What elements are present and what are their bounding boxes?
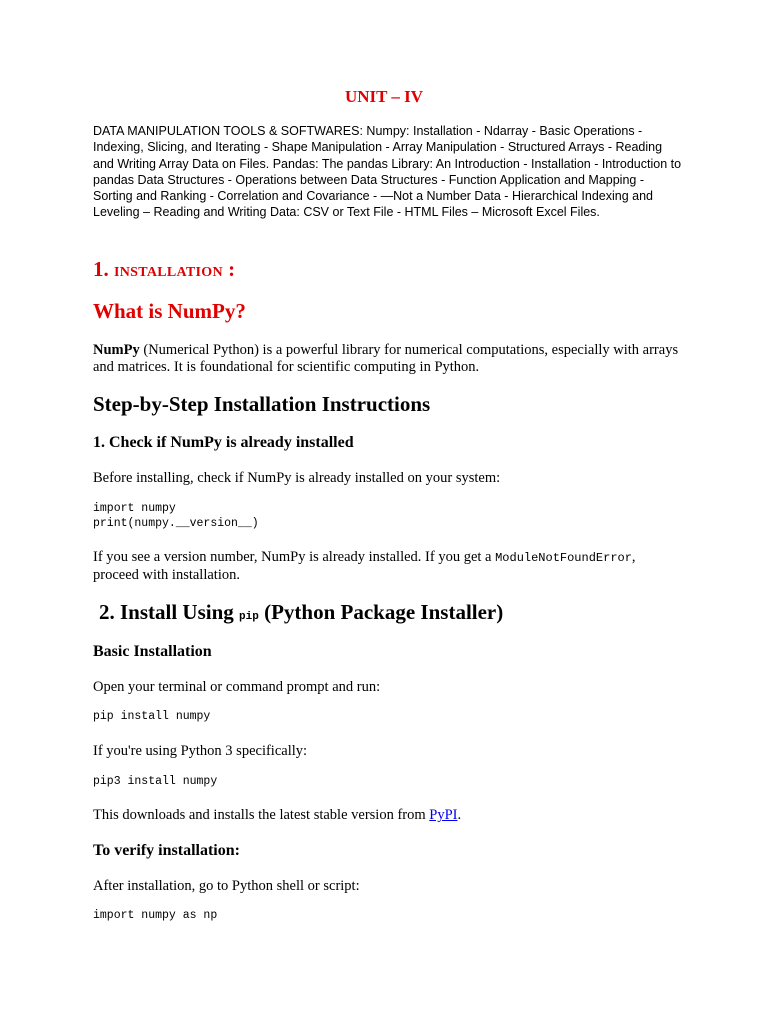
section-label: INSTALLATION xyxy=(114,265,223,280)
what-is-numpy-heading: What is NumPy? xyxy=(93,299,246,323)
pip-code-block: pip install numpy xyxy=(93,710,211,723)
terminal-paragraph: Open your terminal or command prompt and run: xyxy=(93,679,381,695)
pip-heading-code: pip xyxy=(239,611,259,623)
verify-installation-heading: To verify installation: xyxy=(93,842,240,859)
version-paragraph xyxy=(93,549,683,584)
download-paragraph xyxy=(93,807,683,824)
pip-heading-suffix: (Python Package Installer) xyxy=(258,600,504,624)
intro-paragraph xyxy=(93,342,683,376)
install-pip-heading xyxy=(99,600,503,625)
download-text-before: This downloads and installs the latest stable version from xyxy=(93,807,430,823)
check-paragraph: Before installing, check if NumPy is already installed on your system: xyxy=(93,470,501,486)
basic-installation-heading: Basic Installation xyxy=(93,643,212,660)
version-text-after: , proceed with installation. xyxy=(93,549,636,583)
module-not-found-code: ModuleNotFoundError xyxy=(495,551,632,565)
step-by-step-heading: Step-by-Step Installation Instructions xyxy=(93,392,431,416)
pypi-link[interactable]: PyPI xyxy=(429,807,458,823)
pip-heading-prefix: 2. Install Using xyxy=(99,600,240,624)
section-number: 1. xyxy=(93,257,109,281)
check-installed-heading: 1. Check if NumPy is already installed xyxy=(93,434,354,451)
numpy-bold: NumPy xyxy=(93,342,140,358)
after-installation-paragraph: After installation, go to Python shell or script: xyxy=(93,878,360,894)
pip3-code-block: pip3 install numpy xyxy=(93,775,218,788)
download-text-after: . xyxy=(457,807,462,823)
intro-text: (Numerical Python) is a powerful library for numerical computations, especially with arrays and matrices. It is foundational for scientific computing in Python. xyxy=(93,342,679,375)
section-colon: : xyxy=(222,257,236,281)
section-heading-installation xyxy=(93,257,235,282)
unit-title: UNIT – IV xyxy=(344,87,424,106)
syllabus-paragraph: DATA MANIPULATION TOOLS & SOFTWARES: Numpy: Installation - Ndarray - Basic Operations - Indexing, Slicing, and Iterating - Shape Manipulation - Array Manipulation - Structured Arrays - Reading and Writing Array Data on Files. Pandas: The pandas Library: An Introduction - Installation - Introduction to pandas Data Structures - Operations between Data Structures - Function Application and Mapping - Sorting and Ranking - Correlation and Covariance - —Not a Number Data - Hierarchical Indexing and Leveling – Reading and Writing Data: CSV or Text File - HTML Files – Microsoft Excel Files. xyxy=(93,124,682,220)
import-code-block: import numpy as np xyxy=(93,909,218,922)
version-text-before: If you see a version number, NumPy is already installed. If you get a xyxy=(93,549,496,565)
check-code-block: import numpy print(numpy.__version__) xyxy=(93,502,259,530)
python3-paragraph: If you're using Python 3 specifically: xyxy=(93,743,308,759)
